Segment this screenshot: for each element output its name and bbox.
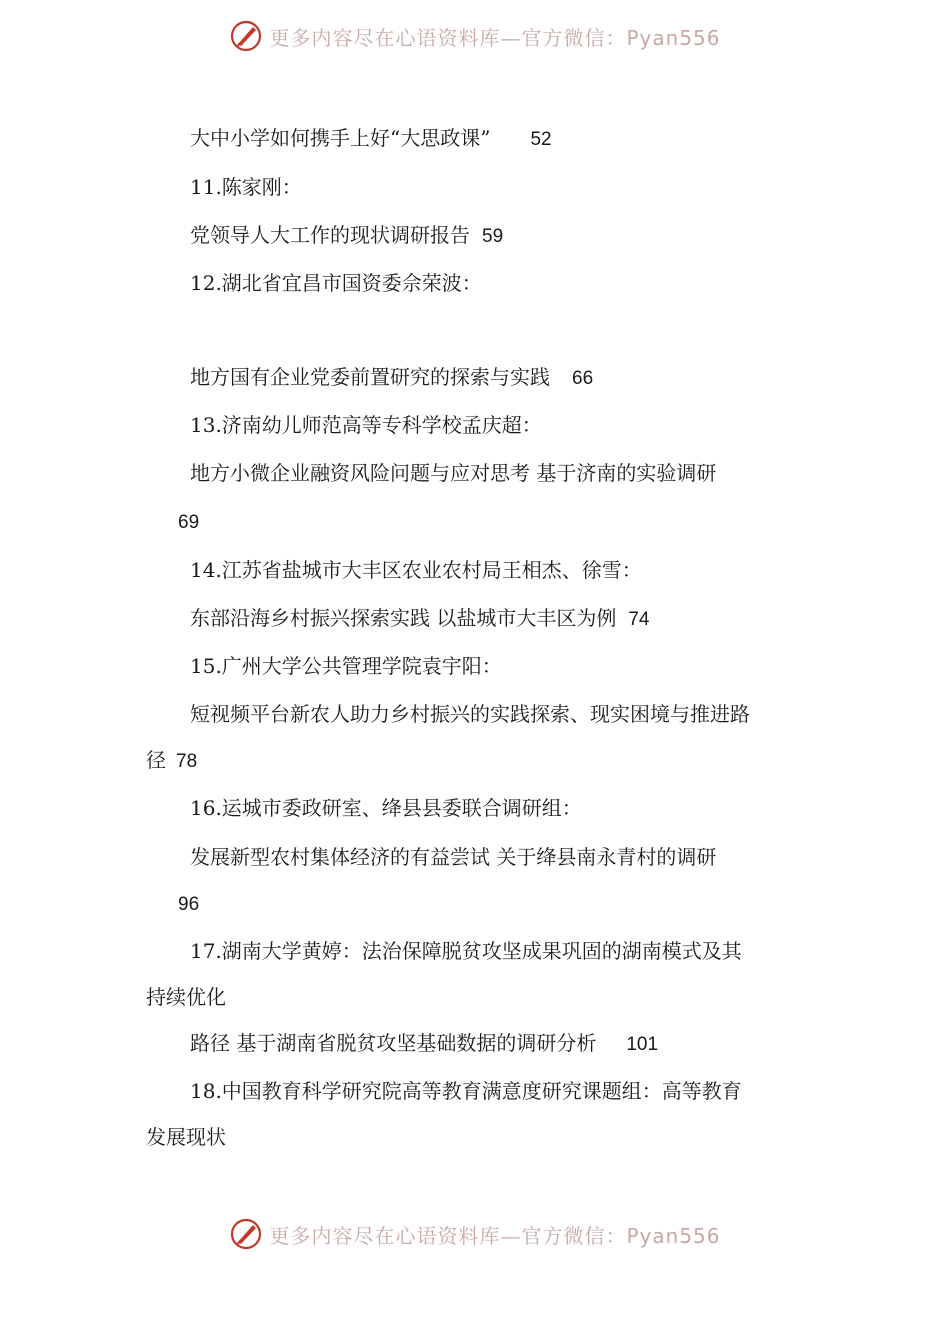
toc-line: 发展新型农村集体经济的有益尝试 关于绛县南永青村的调研 (190, 845, 717, 869)
toc-author-line: 18.中国教育科学研究院高等教育满意度研究课题组：高等教育 (190, 1079, 742, 1103)
toc-line: 路径 基于湖南省脱贫攻坚基础数据的调研分析 101 (190, 1031, 659, 1055)
footer-wechat-id: Pyan556 (626, 1223, 721, 1248)
toc-author-line: 14.江苏省盐城市大丰区农业农村局王相杰、徐雪： (190, 558, 642, 582)
toc-line: 地方小微企业融资风险问题与应对思考 基于济南的实验调研 (190, 461, 717, 485)
header-wechat-id: Pyan556 (626, 25, 721, 50)
quill-logo-icon (229, 1217, 263, 1251)
toc-author-line: 17.湖南大学黄婷：法治保障脱贫攻坚成果巩固的湖南模式及其 (190, 939, 742, 963)
toc-line: 党领导人大工作的现状调研报告 59 (190, 223, 504, 247)
toc-page-line: 69 (178, 512, 200, 533)
footer-banner (0, 1212, 950, 1256)
toc-line: 大中小学如何携手上好“大思政课” 52 (190, 126, 552, 150)
toc-line: 径 78 (146, 748, 198, 772)
footer-banner-text: 更多内容尽在心语资料库—官方微信：Pyan556 (269, 1223, 721, 1248)
toc-line: 短视频平台新农人助力乡村振兴的实践探索、现实困境与推进路 (190, 702, 750, 726)
toc-page-line: 96 (178, 894, 200, 915)
toc-author-line: 12.湖北省宜昌市国资委佘荣波： (190, 271, 482, 295)
toc-line: 东部沿海乡村振兴探索实践 以盐城市大丰区为例 74 (190, 606, 650, 630)
header-banner-text: 更多内容尽在心语资料库—官方微信：Pyan556 (269, 25, 721, 50)
toc-line: 地方国有企业党委前置研究的探索与实践 66 (190, 365, 594, 389)
toc-line: 发展现状 (146, 1125, 226, 1149)
toc-author-line: 11.陈家刚： (190, 175, 302, 199)
toc-author-line: 15.广州大学公共管理学院袁宇阳： (190, 654, 502, 678)
toc-author-line: 16.运城市委政研室、绛县县委联合调研组： (190, 796, 582, 820)
toc-line: 持续优化 (146, 985, 226, 1009)
toc-author-line: 13.济南幼儿师范高等专科学校孟庆超： (190, 413, 542, 437)
